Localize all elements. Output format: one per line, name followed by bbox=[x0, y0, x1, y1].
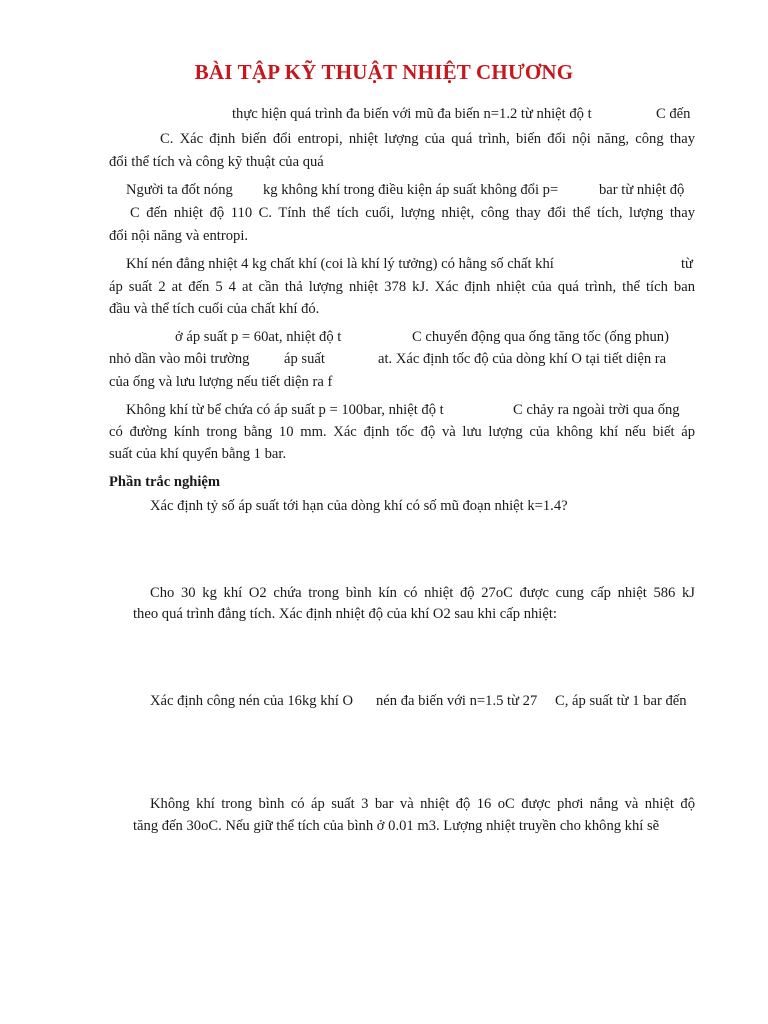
paragraph-5-line-3: suất của khí quyển bằng 1 bar. bbox=[109, 446, 287, 462]
paragraph-1-line-1: thực hiện quá trình đa biến với mũ đa biến n=1.2 từ nhiệt độ t bbox=[232, 106, 592, 122]
paragraph-2-line-2: C đến nhiệt độ 110 C. Tính thể tích cuối, lượng nhiệt, công thay đổi thể tích, lượng thay bbox=[130, 205, 695, 221]
paragraph-4-line-2a: nhỏ dần vào môi trường bbox=[109, 351, 250, 367]
question-3-line-1b: nén đa biến với n=1.5 từ 27 bbox=[376, 693, 538, 709]
paragraph-4-line-1a: ở áp suất p = 60at, nhiệt độ t bbox=[175, 329, 342, 345]
paragraph-4-line-1b: C chuyển động qua ống tăng tốc (ống phun) bbox=[412, 329, 669, 345]
paragraph-5-line-2: có đường kính trong bằng 10 mm. Xác định tốc độ và lưu lượng của không khí nếu biết áp bbox=[109, 424, 695, 440]
paragraph-1-line-2: C. Xác định biến đổi entropi, nhiệt lượng của quá trình, biến đổi nội năng, công thay bbox=[160, 131, 695, 147]
paragraph-5-line-1b: C chảy ra ngoài trời qua ống bbox=[513, 402, 680, 418]
paragraph-5-line-1a: Không khí từ bể chứa có áp suất p = 100bar, nhiệt độ t bbox=[126, 402, 444, 418]
paragraph-3-line-3: đầu và thể tích cuối của chất khí đó. bbox=[109, 301, 320, 317]
paragraph-4-line-2c: at. Xác định tốc độ của dòng khí O tại tiết diện ra bbox=[378, 351, 667, 367]
paragraph-1-line-3: đổi thể tích và công kỹ thuật của quá bbox=[109, 154, 324, 170]
question-2-line-1: Cho 30 kg khí O2 chứa trong bình kín có nhiệt độ 27oC được cung cấp nhiệt 586 kJ bbox=[150, 585, 695, 601]
paragraph-3-line-1a: Khí nén đẳng nhiệt 4 kg chất khí (coi là khí lý tưởng) có hằng số chất khí bbox=[126, 256, 554, 272]
question-3-line-1c: C, áp suất từ 1 bar đến bbox=[555, 693, 687, 709]
paragraph-2-line-1c: bar từ nhiệt độ bbox=[599, 182, 685, 198]
paragraph-4-line-3: của ống và lưu lượng nếu tiết diện ra f bbox=[109, 374, 333, 390]
paragraph-2-line-3: đổi nội năng và entropi. bbox=[109, 228, 249, 244]
paragraph-4-line-2b: áp suất bbox=[284, 351, 325, 367]
question-4-line-1: Không khí trong bình có áp suất 3 bar và nhiệt độ 16 oC được phơi nắng và nhiệt độ bbox=[150, 796, 695, 812]
document-title: BÀI TẬP KỸ THUẬT NHIỆT CHƯƠNG bbox=[194, 60, 574, 84]
paragraph-2-line-1a: Người ta đốt nóng bbox=[126, 182, 233, 198]
question-1-line-1: Xác định tỷ số áp suất tới hạn của dòng khí có số mũ đoạn nhiệt k=1.4? bbox=[150, 498, 568, 514]
paragraph-3-line-1b: từ bbox=[681, 256, 693, 272]
question-2-line-2: theo quá trình đẳng tích. Xác định nhiệt độ của khí O2 sau khi cấp nhiệt: bbox=[133, 606, 557, 622]
question-3-line-1a: Xác định công nén của 16kg khí O bbox=[150, 693, 354, 709]
section-heading: Phần trắc nghiệm bbox=[109, 474, 221, 490]
question-4-line-2: tăng đến 30oC. Nếu giữ thể tích của bình ở 0.01 m3. Lượng nhiệt truyền cho không khí sẽ bbox=[133, 818, 660, 834]
paragraph-2-line-1b: kg không khí trong điều kiện áp suất không đổi p= bbox=[263, 182, 559, 198]
paragraph-1-line-1-end: C đến bbox=[656, 106, 691, 122]
paragraph-3-line-2: áp suất 2 at đến 5 4 at cần thả lượng nhiệt 378 kJ. Xác định nhiệt của quá trình, thể tích ban bbox=[109, 279, 695, 295]
